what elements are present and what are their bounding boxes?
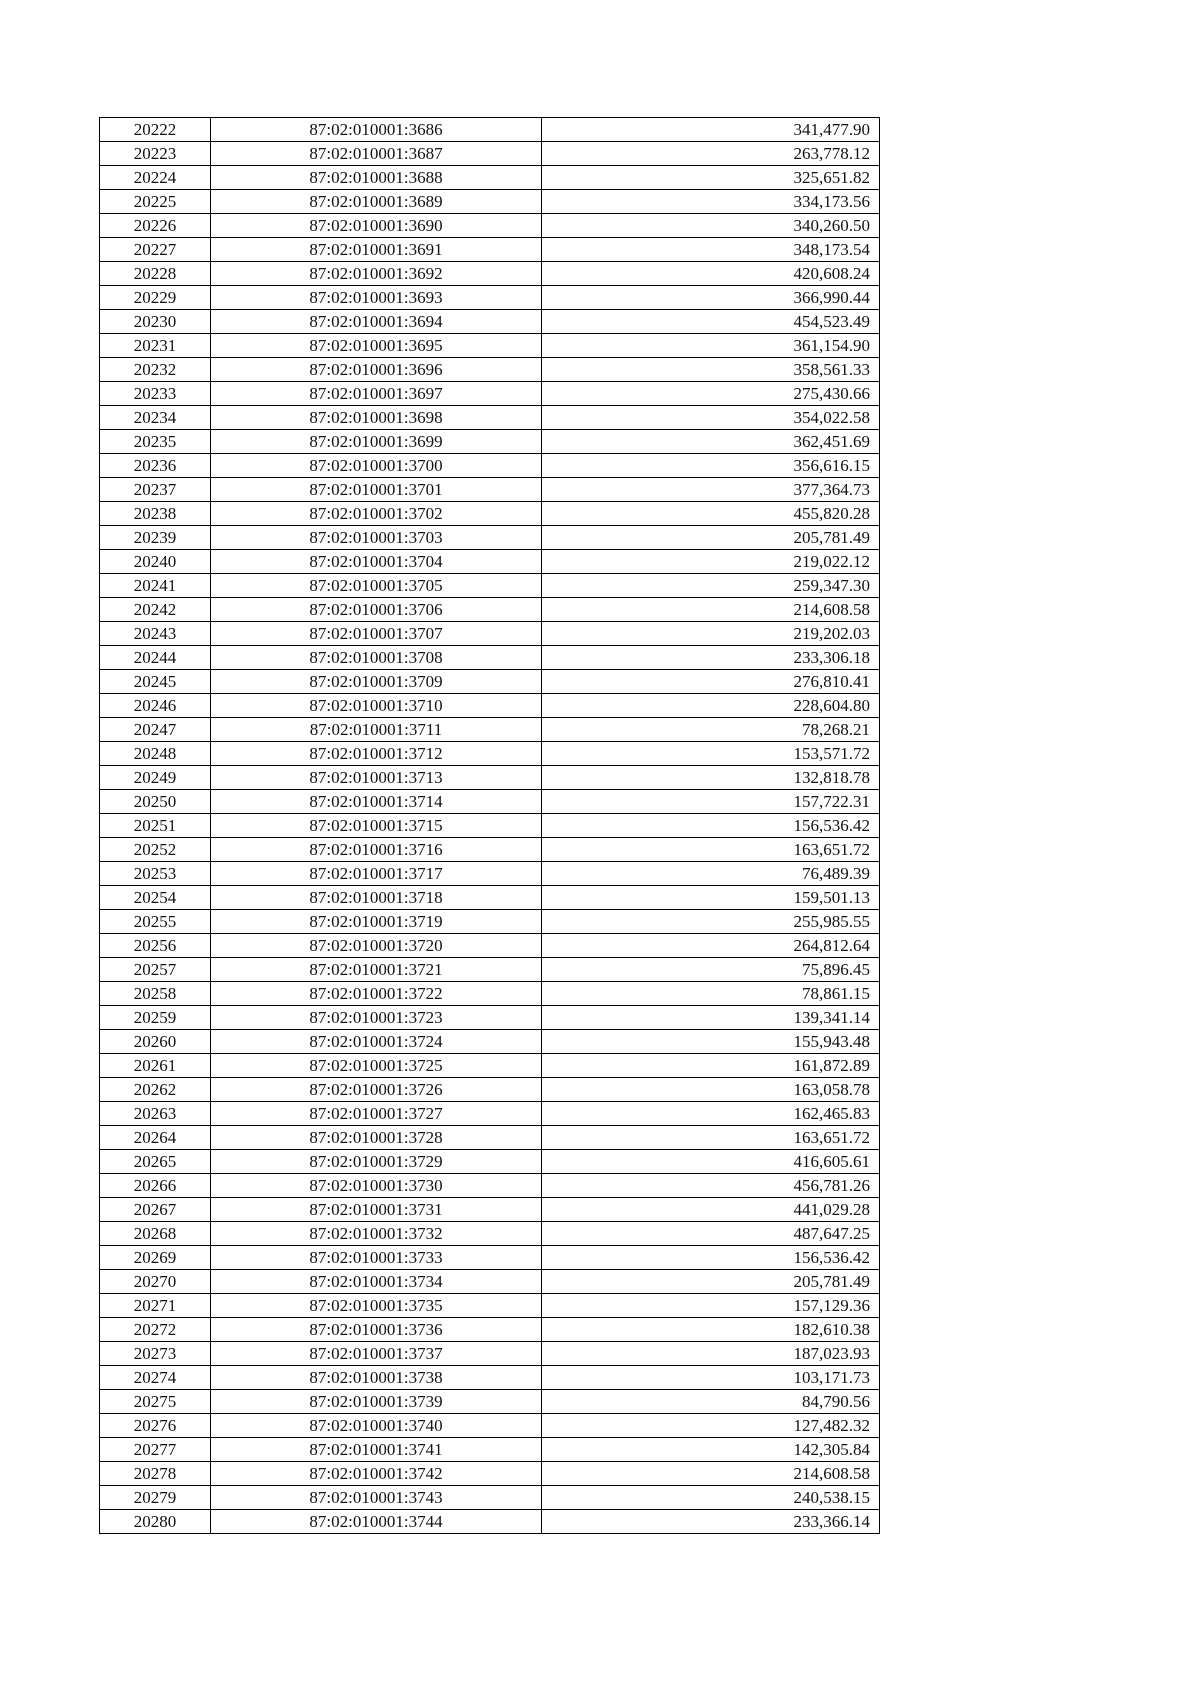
row-number-cell: 20223: [100, 142, 211, 166]
table-row: [100, 262, 880, 286]
value-cell: 377,364.73: [542, 478, 880, 502]
value-cell: 358,561.33: [542, 358, 880, 382]
table-row: [100, 886, 880, 910]
row-number-cell: 20271: [100, 1294, 211, 1318]
row-number-cell: 20262: [100, 1078, 211, 1102]
value-cell: 456,781.26: [542, 1174, 880, 1198]
table-row: [100, 742, 880, 766]
cadastral-number-cell: 87:02:010001:3718: [211, 886, 542, 910]
table-row: [100, 406, 880, 430]
cadastral-number-cell: 87:02:010001:3711: [211, 718, 542, 742]
cadastral-number-cell: 87:02:010001:3704: [211, 550, 542, 574]
cadastral-number-cell: 87:02:010001:3709: [211, 670, 542, 694]
cadastral-number-cell: 87:02:010001:3729: [211, 1150, 542, 1174]
row-number-cell: 20239: [100, 526, 211, 550]
value-cell: 161,872.89: [542, 1054, 880, 1078]
table-row: [100, 214, 880, 238]
table-row: [100, 502, 880, 526]
value-cell: 163,651.72: [542, 838, 880, 862]
table-row: [100, 454, 880, 478]
value-cell: 219,202.03: [542, 622, 880, 646]
row-number-cell: 20272: [100, 1318, 211, 1342]
cadastral-number-cell: 87:02:010001:3689: [211, 190, 542, 214]
table-row: [100, 1438, 880, 1462]
table-row: [100, 1030, 880, 1054]
value-cell: 334,173.56: [542, 190, 880, 214]
row-number-cell: 20260: [100, 1030, 211, 1054]
value-cell: 264,812.64: [542, 934, 880, 958]
table-row: [100, 238, 880, 262]
value-cell: 75,896.45: [542, 958, 880, 982]
cadastral-number-cell: 87:02:010001:3692: [211, 262, 542, 286]
table-row: [100, 478, 880, 502]
table-row: [100, 694, 880, 718]
value-cell: 263,778.12: [542, 142, 880, 166]
cadastral-number-cell: 87:02:010001:3705: [211, 574, 542, 598]
row-number-cell: 20242: [100, 598, 211, 622]
cadastral-number-cell: 87:02:010001:3738: [211, 1366, 542, 1390]
cadastral-number-cell: 87:02:010001:3736: [211, 1318, 542, 1342]
value-cell: 325,651.82: [542, 166, 880, 190]
row-number-cell: 20277: [100, 1438, 211, 1462]
row-number-cell: 20244: [100, 646, 211, 670]
row-number-cell: 20233: [100, 382, 211, 406]
table-row: [100, 598, 880, 622]
row-number-cell: 20255: [100, 910, 211, 934]
cadastral-number-cell: 87:02:010001:3687: [211, 142, 542, 166]
value-cell: 182,610.38: [542, 1318, 880, 1342]
value-cell: 157,722.31: [542, 790, 880, 814]
row-number-cell: 20258: [100, 982, 211, 1006]
table-row: [100, 1174, 880, 1198]
value-cell: 155,943.48: [542, 1030, 880, 1054]
row-number-cell: 20229: [100, 286, 211, 310]
value-cell: 205,781.49: [542, 526, 880, 550]
table-row: [100, 1486, 880, 1510]
value-cell: 341,477.90: [542, 118, 880, 142]
cadastral-number-cell: 87:02:010001:3739: [211, 1390, 542, 1414]
cadastral-number-cell: 87:02:010001:3686: [211, 118, 542, 142]
value-cell: 240,538.15: [542, 1486, 880, 1510]
cadastral-number-cell: 87:02:010001:3717: [211, 862, 542, 886]
row-number-cell: 20225: [100, 190, 211, 214]
cadastral-number-cell: 87:02:010001:3726: [211, 1078, 542, 1102]
cadastral-number-cell: 87:02:010001:3703: [211, 526, 542, 550]
value-cell: 255,985.55: [542, 910, 880, 934]
table-row: [100, 910, 880, 934]
row-number-cell: 20232: [100, 358, 211, 382]
cadastral-number-cell: 87:02:010001:3710: [211, 694, 542, 718]
value-cell: 362,451.69: [542, 430, 880, 454]
value-cell: 228,604.80: [542, 694, 880, 718]
table-row: [100, 1150, 880, 1174]
row-number-cell: 20280: [100, 1510, 211, 1534]
cadastral-number-cell: 87:02:010001:3719: [211, 910, 542, 934]
table-row: [100, 286, 880, 310]
cadastral-number-cell: 87:02:010001:3724: [211, 1030, 542, 1054]
row-number-cell: 20238: [100, 502, 211, 526]
cadastral-number-cell: 87:02:010001:3741: [211, 1438, 542, 1462]
value-cell: 340,260.50: [542, 214, 880, 238]
value-cell: 455,820.28: [542, 502, 880, 526]
table-row: [100, 1366, 880, 1390]
table-row: [100, 718, 880, 742]
table-row: [100, 1318, 880, 1342]
cadastral-number-cell: 87:02:010001:3723: [211, 1006, 542, 1030]
cadastral-number-cell: 87:02:010001:3708: [211, 646, 542, 670]
cadastral-number-cell: 87:02:010001:3698: [211, 406, 542, 430]
table-row: [100, 1006, 880, 1030]
value-cell: 233,306.18: [542, 646, 880, 670]
row-number-cell: 20251: [100, 814, 211, 838]
cadastral-number-cell: 87:02:010001:3742: [211, 1462, 542, 1486]
row-number-cell: 20234: [100, 406, 211, 430]
table-row: [100, 1078, 880, 1102]
table-body: [100, 118, 880, 1534]
value-cell: 84,790.56: [542, 1390, 880, 1414]
value-cell: 103,171.73: [542, 1366, 880, 1390]
row-number-cell: 20247: [100, 718, 211, 742]
row-number-cell: 20230: [100, 310, 211, 334]
row-number-cell: 20261: [100, 1054, 211, 1078]
row-number-cell: 20248: [100, 742, 211, 766]
value-cell: 219,022.12: [542, 550, 880, 574]
row-number-cell: 20228: [100, 262, 211, 286]
row-number-cell: 20254: [100, 886, 211, 910]
table-row: [100, 1102, 880, 1126]
value-cell: 78,861.15: [542, 982, 880, 1006]
value-cell: 348,173.54: [542, 238, 880, 262]
cadastral-number-cell: 87:02:010001:3737: [211, 1342, 542, 1366]
table-row: [100, 934, 880, 958]
value-cell: 487,647.25: [542, 1222, 880, 1246]
table-row: [100, 1270, 880, 1294]
row-number-cell: 20243: [100, 622, 211, 646]
row-number-cell: 20279: [100, 1486, 211, 1510]
value-cell: 159,501.13: [542, 886, 880, 910]
cadastral-number-cell: 87:02:010001:3725: [211, 1054, 542, 1078]
cadastral-number-cell: 87:02:010001:3733: [211, 1246, 542, 1270]
cadastral-number-cell: 87:02:010001:3744: [211, 1510, 542, 1534]
row-number-cell: 20278: [100, 1462, 211, 1486]
table-row: [100, 982, 880, 1006]
cadastral-number-cell: 87:02:010001:3702: [211, 502, 542, 526]
cadastral-number-cell: 87:02:010001:3706: [211, 598, 542, 622]
row-number-cell: 20270: [100, 1270, 211, 1294]
cadastral-number-cell: 87:02:010001:3701: [211, 478, 542, 502]
row-number-cell: 20224: [100, 166, 211, 190]
cadastral-number-cell: 87:02:010001:3732: [211, 1222, 542, 1246]
row-number-cell: 20264: [100, 1126, 211, 1150]
table-row: [100, 430, 880, 454]
cadastral-number-cell: 87:02:010001:3722: [211, 982, 542, 1006]
cadastral-number-cell: 87:02:010001:3734: [211, 1270, 542, 1294]
value-cell: 214,608.58: [542, 598, 880, 622]
table-row: [100, 1390, 880, 1414]
row-number-cell: 20240: [100, 550, 211, 574]
table-row: [100, 190, 880, 214]
cadastral-number-cell: 87:02:010001:3707: [211, 622, 542, 646]
row-number-cell: 20275: [100, 1390, 211, 1414]
value-cell: 275,430.66: [542, 382, 880, 406]
value-cell: 156,536.42: [542, 814, 880, 838]
cadastral-number-cell: 87:02:010001:3730: [211, 1174, 542, 1198]
table-row: [100, 334, 880, 358]
cadastral-number-cell: 87:02:010001:3713: [211, 766, 542, 790]
table-row: [100, 838, 880, 862]
row-number-cell: 20250: [100, 790, 211, 814]
row-number-cell: 20273: [100, 1342, 211, 1366]
value-cell: 142,305.84: [542, 1438, 880, 1462]
row-number-cell: 20236: [100, 454, 211, 478]
row-number-cell: 20269: [100, 1246, 211, 1270]
value-cell: 356,616.15: [542, 454, 880, 478]
table-row: [100, 862, 880, 886]
table-row: [100, 1054, 880, 1078]
cadastral-number-cell: 87:02:010001:3727: [211, 1102, 542, 1126]
row-number-cell: 20235: [100, 430, 211, 454]
value-cell: 132,818.78: [542, 766, 880, 790]
table-row: [100, 1510, 880, 1534]
value-cell: 416,605.61: [542, 1150, 880, 1174]
table-row: [100, 1414, 880, 1438]
value-cell: 214,608.58: [542, 1462, 880, 1486]
row-number-cell: 20256: [100, 934, 211, 958]
value-cell: 276,810.41: [542, 670, 880, 694]
row-number-cell: 20227: [100, 238, 211, 262]
row-number-cell: 20231: [100, 334, 211, 358]
table-row: [100, 670, 880, 694]
value-cell: 163,058.78: [542, 1078, 880, 1102]
data-table: [99, 117, 880, 1534]
value-cell: 76,489.39: [542, 862, 880, 886]
cadastral-number-cell: 87:02:010001:3688: [211, 166, 542, 190]
table-row: [100, 166, 880, 190]
cadastral-number-cell: 87:02:010001:3697: [211, 382, 542, 406]
row-number-cell: 20276: [100, 1414, 211, 1438]
row-number-cell: 20245: [100, 670, 211, 694]
cadastral-number-cell: 87:02:010001:3735: [211, 1294, 542, 1318]
cadastral-number-cell: 87:02:010001:3700: [211, 454, 542, 478]
value-cell: 259,347.30: [542, 574, 880, 598]
table-row: [100, 790, 880, 814]
cadastral-number-cell: 87:02:010001:3712: [211, 742, 542, 766]
cadastral-number-cell: 87:02:010001:3728: [211, 1126, 542, 1150]
table-row: [100, 1222, 880, 1246]
value-cell: 441,029.28: [542, 1198, 880, 1222]
value-cell: 156,536.42: [542, 1246, 880, 1270]
table-row: [100, 622, 880, 646]
cadastral-number-cell: 87:02:010001:3721: [211, 958, 542, 982]
row-number-cell: 20241: [100, 574, 211, 598]
cadastral-number-cell: 87:02:010001:3740: [211, 1414, 542, 1438]
value-cell: 127,482.32: [542, 1414, 880, 1438]
table-row: [100, 382, 880, 406]
cadastral-number-cell: 87:02:010001:3699: [211, 430, 542, 454]
value-cell: 354,022.58: [542, 406, 880, 430]
cadastral-number-cell: 87:02:010001:3720: [211, 934, 542, 958]
cadastral-number-cell: 87:02:010001:3731: [211, 1198, 542, 1222]
table-row: [100, 1126, 880, 1150]
row-number-cell: 20237: [100, 478, 211, 502]
table-row: [100, 1294, 880, 1318]
table-row: [100, 646, 880, 670]
value-cell: 78,268.21: [542, 718, 880, 742]
table-row: [100, 310, 880, 334]
row-number-cell: 20266: [100, 1174, 211, 1198]
cadastral-number-cell: 87:02:010001:3691: [211, 238, 542, 262]
table-row: [100, 550, 880, 574]
table-row: [100, 1246, 880, 1270]
row-number-cell: 20249: [100, 766, 211, 790]
value-cell: 205,781.49: [542, 1270, 880, 1294]
value-cell: 420,608.24: [542, 262, 880, 286]
table-row: [100, 526, 880, 550]
row-number-cell: 20246: [100, 694, 211, 718]
cadastral-number-cell: 87:02:010001:3743: [211, 1486, 542, 1510]
row-number-cell: 20274: [100, 1366, 211, 1390]
row-number-cell: 20253: [100, 862, 211, 886]
row-number-cell: 20259: [100, 1006, 211, 1030]
table-row: [100, 574, 880, 598]
value-cell: 187,023.93: [542, 1342, 880, 1366]
value-cell: 139,341.14: [542, 1006, 880, 1030]
row-number-cell: 20265: [100, 1150, 211, 1174]
table-row: [100, 814, 880, 838]
row-number-cell: 20263: [100, 1102, 211, 1126]
value-cell: 157,129.36: [542, 1294, 880, 1318]
table-row: [100, 358, 880, 382]
value-cell: 162,465.83: [542, 1102, 880, 1126]
table-row: [100, 1198, 880, 1222]
cadastral-number-cell: 87:02:010001:3714: [211, 790, 542, 814]
table-row: [100, 118, 880, 142]
table-row: [100, 142, 880, 166]
row-number-cell: 20268: [100, 1222, 211, 1246]
cadastral-number-cell: 87:02:010001:3693: [211, 286, 542, 310]
row-number-cell: 20222: [100, 118, 211, 142]
cadastral-number-cell: 87:02:010001:3715: [211, 814, 542, 838]
row-number-cell: 20267: [100, 1198, 211, 1222]
table-row: [100, 958, 880, 982]
cadastral-number-cell: 87:02:010001:3690: [211, 214, 542, 238]
row-number-cell: 20257: [100, 958, 211, 982]
value-cell: 361,154.90: [542, 334, 880, 358]
cadastral-number-cell: 87:02:010001:3694: [211, 310, 542, 334]
table-row: [100, 766, 880, 790]
row-number-cell: 20252: [100, 838, 211, 862]
value-cell: 233,366.14: [542, 1510, 880, 1534]
row-number-cell: 20226: [100, 214, 211, 238]
table-row: [100, 1342, 880, 1366]
value-cell: 454,523.49: [542, 310, 880, 334]
cadastral-number-cell: 87:02:010001:3716: [211, 838, 542, 862]
value-cell: 163,651.72: [542, 1126, 880, 1150]
value-cell: 366,990.44: [542, 286, 880, 310]
cadastral-number-cell: 87:02:010001:3696: [211, 358, 542, 382]
cadastral-number-cell: 87:02:010001:3695: [211, 334, 542, 358]
table-row: [100, 1462, 880, 1486]
value-cell: 153,571.72: [542, 742, 880, 766]
